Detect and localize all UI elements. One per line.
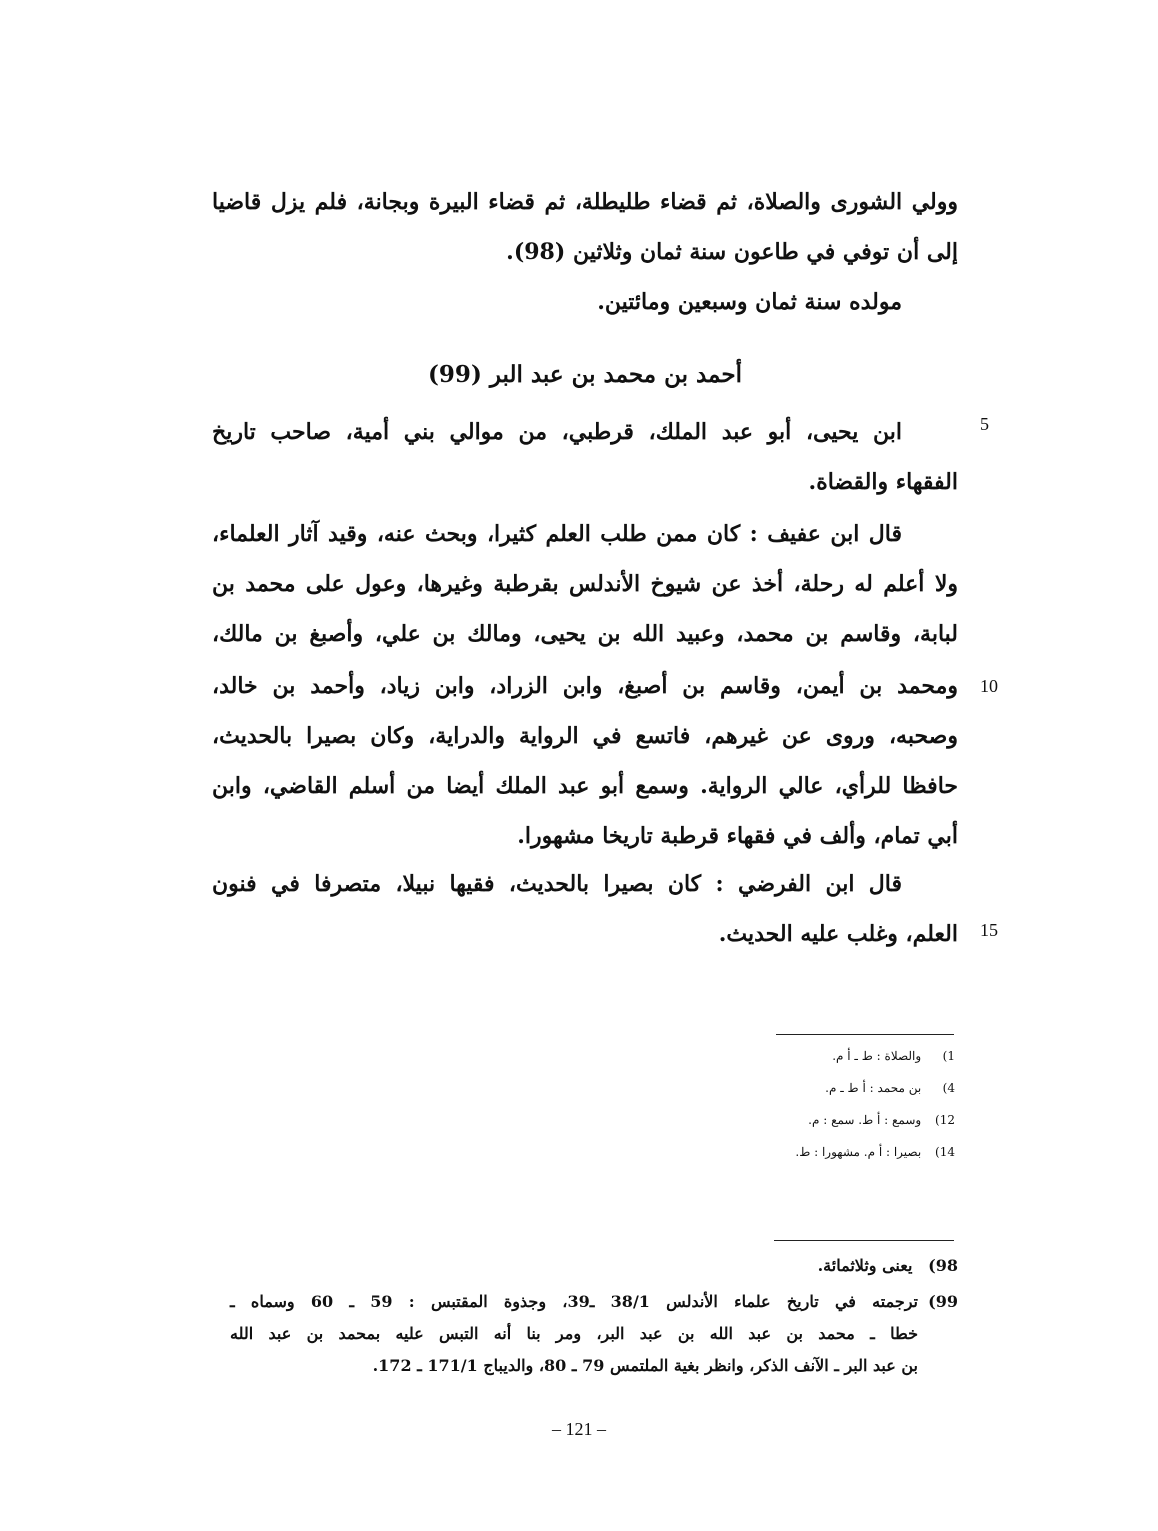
footnote-99-line-2: خطا ـ محمد بن عبد الله بن عبد البر، ومر بنا أنه التبس عليه بمحمد بن عبد الله	[230, 1324, 918, 1343]
variant-note-number: 14)	[935, 1145, 955, 1159]
footnote-number: 99)	[928, 1292, 959, 1311]
footnote-99-line-1: ترجمته في تاريخ علماء الأندلس 38/1 ـ39، وجذوة المقتبس : 59 ـ 60 وسماه ـ	[230, 1292, 919, 1311]
body-line-7: ولا أعلم له رحلة، أخذ عن شيوخ الأندلس بقرطبة وغيرها، وعول على محمد بن	[212, 571, 958, 597]
body-line-8: لبابة، وقاسم بن محمد، وعبيد الله بن يحيى، ومالك بن علي، وأصبغ بن مالك،	[212, 621, 958, 647]
page-number: – 121 –	[552, 1419, 606, 1439]
footnote-99	[230, 1288, 958, 1316]
footnote-98	[230, 1252, 958, 1280]
body-line-14: العلم، وغلب عليه الحديث.	[718, 921, 958, 947]
line-number-15: 15	[980, 920, 998, 940]
body-line-1: وولي الشورى والصلاة، ثم قضاء طليطلة، ثم قضاء البيرة وبجانة، فلم يزل قاضيا	[212, 189, 958, 215]
footnotes-rule	[774, 1240, 954, 1241]
body-line-3: مولده سنة ثمان وسبعين ومائتين.	[597, 289, 902, 315]
variant-notes-rule	[776, 1034, 954, 1035]
body-line-4: ابن يحيى، أبو عبد الملك، قرطبي، من موالي بني أمية، صاحب تاريخ	[212, 419, 902, 445]
variant-note-number: 1)	[942, 1049, 955, 1063]
variant-note-text: والصلاة : ط ـ أ م.	[832, 1049, 922, 1063]
line-number-5: 5	[980, 414, 989, 434]
variant-note-4	[600, 1142, 955, 1162]
body-line-10: وصحبه، وروى عن غيرهم، فاتسع في الرواية والدراية، وكان بصيرا بالحديث،	[212, 723, 958, 749]
body-line-5: الفقهاء والقضاة.	[808, 469, 958, 495]
variant-note-3	[600, 1110, 955, 1130]
variant-note-1	[600, 1046, 955, 1066]
footnote-text: يعنى وثلاثمائة.	[817, 1256, 913, 1275]
body-line-11: حافظا للرأي، عالي الرواية. وسمع أبو عبد الملك أيضا من أسلم القاضي، وابن	[212, 773, 958, 799]
variant-note-number: 12)	[935, 1113, 955, 1127]
body-line-9: ومحمد بن أيمن، وقاسم بن أصبغ، وابن الزراد، وابن زياد، وأحمد بن خالد،	[212, 673, 958, 699]
variant-note-text: بصيرا : أ م. مشهورا : ط.	[795, 1145, 922, 1159]
footnote-number: 98)	[928, 1256, 958, 1275]
variant-note-number: 4)	[942, 1081, 955, 1095]
biography-heading: أحمد بن محمد بن عبد البر (99)	[428, 361, 742, 388]
variant-note-text: وسمع : أ ط. سمع : م.	[808, 1113, 922, 1127]
body-line-2: إلى أن توفي في طاعون سنة ثمان وثلاثين (98).	[506, 239, 958, 265]
footnote-99-line-3: بن عبد البر ـ الآنف الذكر، وانظر بغية الملتمس 79 ـ 80، والديباج 171/1 ـ 172.	[372, 1356, 918, 1375]
body-line-12: أبي تمام، وألف في فقهاء قرطبة تاريخا مشهورا.	[517, 823, 958, 849]
variant-note-2	[600, 1078, 955, 1098]
line-number-10: 10	[980, 676, 998, 696]
body-line-13: قال ابن الفرضي : كان بصيرا بالحديث، فقيها نبيلا، متصرفا في فنون	[212, 871, 902, 897]
body-line-6: قال ابن عفيف : كان ممن طلب العلم كثيرا، وبحث عنه، وقيد آثار العلماء،	[212, 521, 902, 547]
variant-note-text: بن محمد : أ ط ـ م.	[825, 1081, 922, 1095]
